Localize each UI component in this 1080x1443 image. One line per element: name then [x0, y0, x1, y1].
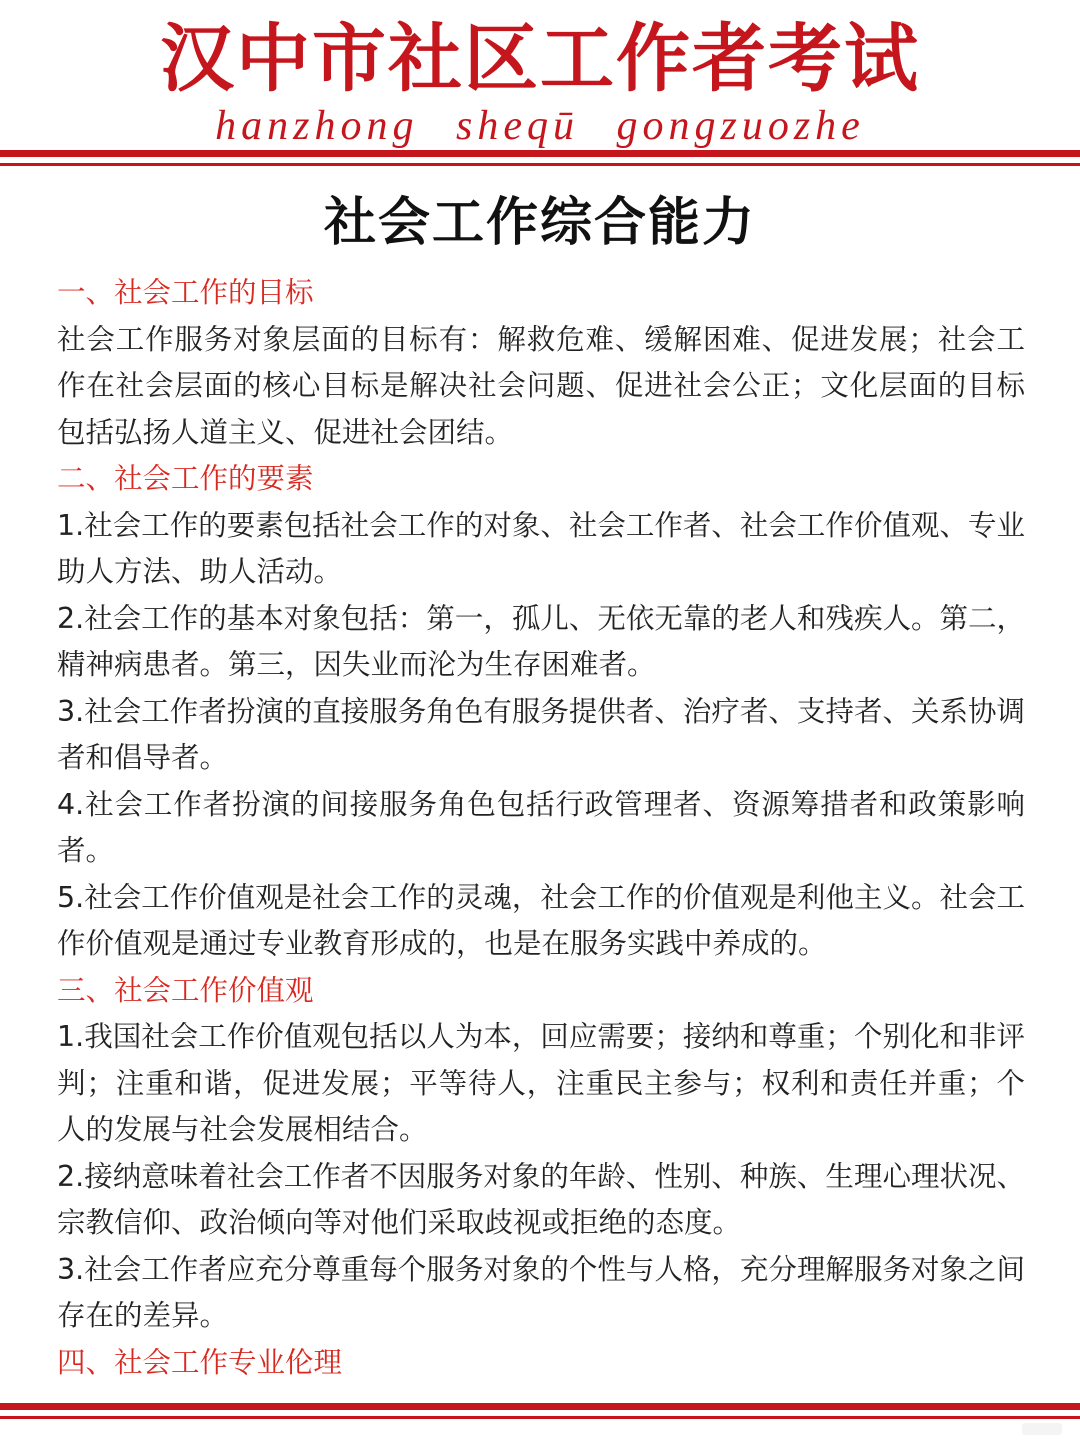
paragraph: 1.我国社会工作价值观包括以人为本，回应需要；接纳和尊重；个别化和非评判；注重和谐，促进发展；平等待人，注重民主参与；权利和责任并重；个人的发展与社会发展相结合。	[57, 1020, 1025, 1146]
paragraph: 3.社会工作者扮演的直接服务角色有服务提供者、治疗者、支持者、关系协调者和倡导者。	[57, 694, 1025, 774]
watermark	[1022, 1423, 1062, 1435]
header-divider-thick	[0, 150, 1080, 157]
document-body	[57, 270, 1025, 1386]
document-title: 社会工作综合能力	[323, 192, 756, 253]
section-heading: 一、社会工作的目标	[57, 276, 314, 309]
section-heading: 四、社会工作专业伦理	[57, 1345, 343, 1379]
paragraph: 4.社会工作者扮演的间接服务角色包括行政管理者、资源筹措者和政策影响者。	[57, 787, 1025, 867]
header-subtitle: hanzhong sheqū gongzuozhe	[215, 103, 865, 149]
section-heading: 二、社会工作的要素	[57, 462, 314, 495]
section-heading: 三、社会工作价值观	[57, 973, 314, 1007]
paragraph: 2.社会工作的基本对象包括：第一，孤儿、无依无靠的老人和残疾人。第二，精神病患者。第三，因失业而沦为生存困难者。	[57, 601, 1025, 681]
paragraph: 1.社会工作的要素包括社会工作的对象、社会工作者、社会工作价值观、专业助人方法、助人活动。	[57, 508, 1025, 588]
footer-divider-thin	[0, 1416, 1080, 1419]
paragraph: 社会工作服务对象层面的目标有：解救危难、缓解困难、促进发展；社会工作在社会层面的核心目标是解决社会问题、促进社会公正；文化层面的目标包括弘扬人道主义、促进社会团结。	[57, 322, 1025, 449]
paragraph: 2.接纳意味着社会工作者不因服务对象的年龄、性别、种族、生理心理状况、宗教信仰、政治倾向等对他们采取歧视或拒绝的态度。	[57, 1159, 1025, 1239]
header-divider-thin	[0, 163, 1080, 166]
paragraph: 5.社会工作价值观是社会工作的灵魂，社会工作的价值观是利他主义。社会工作价值观是通过专业教育形成的，也是在服务实践中养成的。	[57, 880, 1025, 960]
header-title: 汉中市社区工作者考试	[160, 16, 920, 102]
paragraph: 3.社会工作者应充分尊重每个服务对象的个性与人格，充分理解服务对象之间存在的差异。	[57, 1252, 1025, 1332]
footer-divider-thick	[0, 1403, 1080, 1410]
